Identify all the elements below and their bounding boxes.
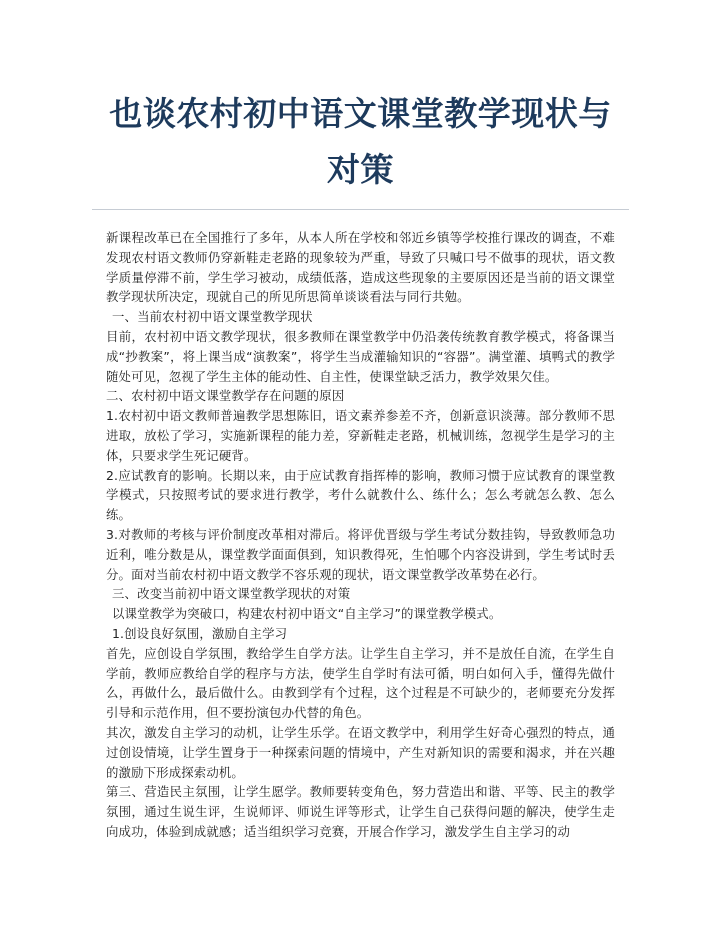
list-item-paragraph: 3.对教师的考核与评价制度改革相对滞后。将评优晋级与学生考试分数挂钩，导致教师急功近利，唯分数是从，课堂教学面面俱到，知识教得死，生怕哪个内容没讲到，学生考试时丢分。面对当前农村初中语文教学不容乐观的现状，语文课堂教学改革势在必行。	[106, 526, 615, 582]
body-paragraph: 目前，农村初中语文教学现状，很多教师在课堂教学中仍沿袭传统教育教学模式，将备课当成“抄教案”，将上课当成“演教案”，将学生当成灌输知识的“容器”。满堂灌、填鸭式的教学随处可见，忽视了学生主体的能动性、自主性，使课堂缺乏活力，教学效果欠佳。	[106, 328, 615, 384]
list-item-paragraph: 1.农村初中语文教师普遍教学思想陈旧，语文素养参差不齐，创新意识淡薄。部分教师不思进取，放松了学习，实施新课程的能力差，穿新鞋走老路，机械训练，忽视学生是学习的主体，只要求学生死记硬背。	[106, 408, 615, 463]
section-heading-2: 二、农村初中语文课堂教学存在问题的原因	[106, 388, 345, 404]
body-paragraph: 第三、营造民主氛围，让学生愿学。教师要转变角色，努力营造出和谐、平等、民主的教学氛围，通过生说生评，生说师评、师说生评等形式，让学生自己获得问题的解决，使学生走向成功，体验到成就感；适当组织学习竞赛，开展合作学习，激发学生自主学习的动	[106, 784, 615, 839]
subsection-heading: 1.创设良好氛围，激励自主学习	[112, 625, 288, 641]
intro-paragraph: 新课程改革已在全国推行了多年，从本人所在学校和邻近乡镇等学校推行课改的调查，不难发现农村语文教师仍穿新鞋走老路的现象较为严重，导致了只喊口号不做事的现状，语文教学质量停滞不前，学生学习被动，成绩低落，造成这些现象的主要原因还是当前的语文课堂教学现状所决定，现就自己的所见所思简单谈谈看法与同行共勉。	[106, 230, 615, 305]
page-title: 也谈农村初中语文课堂教学现状与对策	[109, 94, 612, 189]
body-paragraph: 首先，应创设自学氛围，教给学生自学方法。让学生自主学习，并不是放任自流，在学生自学前，教师应教给自学的程序与方法，使学生自学时有法可循，明白如何入手，懂得先做什么，再做什么，最后做什么。由教到学有个过程，这个过程是不可缺少的，老师要充分发挥引导和示范作用，但不要扮演包办代替的角色。	[106, 645, 615, 721]
body-paragraph: 以课堂教学为突破口，构建农村初中语文“自主学习”的课堂教学模式。	[112, 606, 502, 622]
list-item-paragraph: 2.应试教育的影响。长期以来，由于应试教育指挥棒的影响，教师习惯于应试教育的课堂教学模式，只按照考试的要求进行教学，考什么就教什么、练什么；怎么考就怎么教、怎么练。	[106, 467, 615, 523]
article-body	[106, 228, 615, 842]
section-heading-3: 三、改变当前初中语文课堂教学现状的对策	[112, 586, 351, 602]
title-divider	[92, 209, 629, 210]
section-heading-1: 一、当前农村初中语文课堂教学现状	[112, 309, 313, 325]
body-paragraph: 其次，激发自主学习的动机，让学生乐学。在语文教学中，利用学生好奇心强烈的特点，通过创设情境，让学生置身于一种探索问题的情境中，产生对新知识的需要和渴求，并在兴趣的激励下形成探索动机。	[106, 724, 615, 780]
